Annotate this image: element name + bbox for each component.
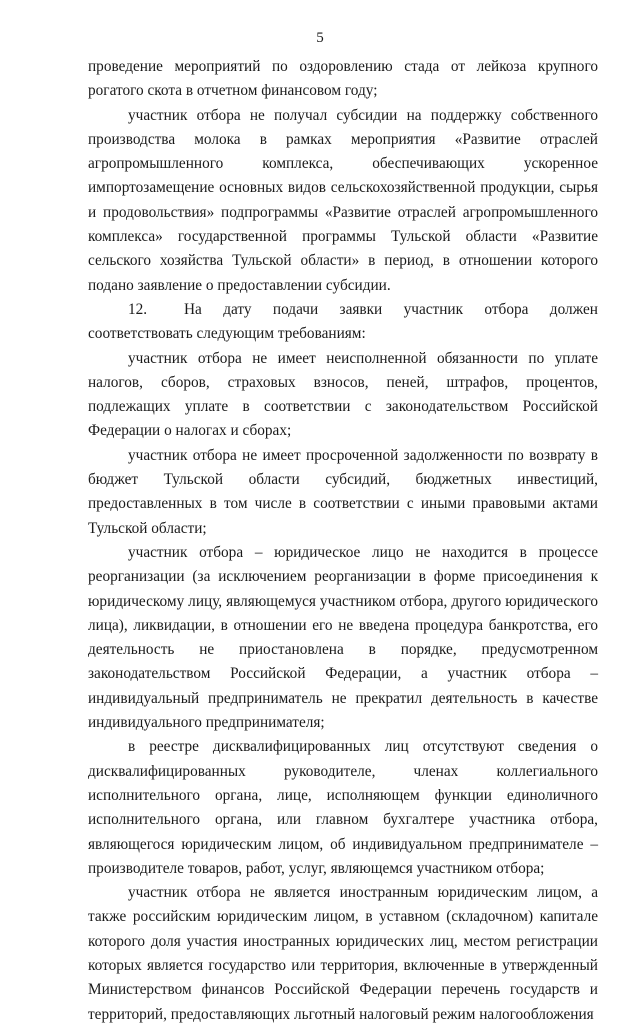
paragraph-disqualified-register: в реестре дисквалифицированных лиц отсутствуют сведения о дисквалифицированных руководителе, членах коллегиального исполнительного органа, лице, исполняющем функции единоличного исполнительного органа, или главном бухгалтере участника отбора, являющегося юридическим лицом, об индивидуальном предпринимателе – производителе товаров, работ, услуг, являющемся участником отбора; [88, 738, 598, 877]
page-number: 5 [316, 30, 324, 46]
paragraph-not-foreign-entity: участник отбора не является иностранным юридическим лицом, а также российским юридическим лицом, в уставном (складочном) капитале которого доля участия иностранных юридических лиц, местом регистрации которых является государство или территория, включенные в утвержденный Министерством финансов Российской Федерации перечень государств и территорий, предоставляющих льготный налоговый режим налогообложения [88, 884, 598, 1023]
paragraph-no-milk-subsidy: участник отбора не получал субсидии на поддержку собственного производства молока в рамках мероприятия «Развитие отраслей агропромышленного комплекса, обеспечивающих ускоренное импортозамещение основных видов сельскохозяйственной продукции, сырья и продовольствия» подпрограммы «Развитие отраслей агропромышленного комплекса» государственной программы Тульской области «Развитие сельского хозяйства Тульской области» в период, в отношении которого подано заявление о предоставлении субсидии. [88, 106, 598, 294]
paragraph-no-reorganization: участник отбора – юридическое лицо не находится в процессе реорганизации (за исключением реорганизации в форме присоединения к юридическому лицу, являющемуся участником отбора, другого юридического лица), ликвидации, в отношении его не введена процедура банкротства, его деятельность не приостановлена в порядке, предусмотренном законодательством Российской Федерации, а участник отбора – индивидуальный предприниматель не прекратил деятельность в качестве индивидуального предпринимателя; [88, 543, 598, 732]
clause-12-text: На дату подачи заявки участник отбора должен соответствовать следующим требованиям: [88, 300, 598, 343]
document-body [88, 55, 598, 1027]
paragraph-continuation: проведение мероприятий по оздоровлению стада от лейкоза крупного рогатого скота в отчетном финансовом году; [88, 58, 598, 100]
paragraph-no-tax-debt: участник отбора не имеет неисполненной обязанности по уплате налогов, сборов, страховых взносов, пеней, штрафов, процентов, подлежащих уплате в соответствии с законодательством Российской Федерации о налогах и сборах; [88, 349, 598, 440]
clause-12 [88, 298, 598, 347]
paragraph-no-overdue-debt: участник отбора не имеет просроченной задолженности по возврату в бюджет Тульской области субсидий, бюджетных инвестиций, предоставленных в том числе в соответствии с иными правовыми актами Тульской области; [88, 446, 598, 537]
clause-number: 12. [128, 300, 148, 318]
